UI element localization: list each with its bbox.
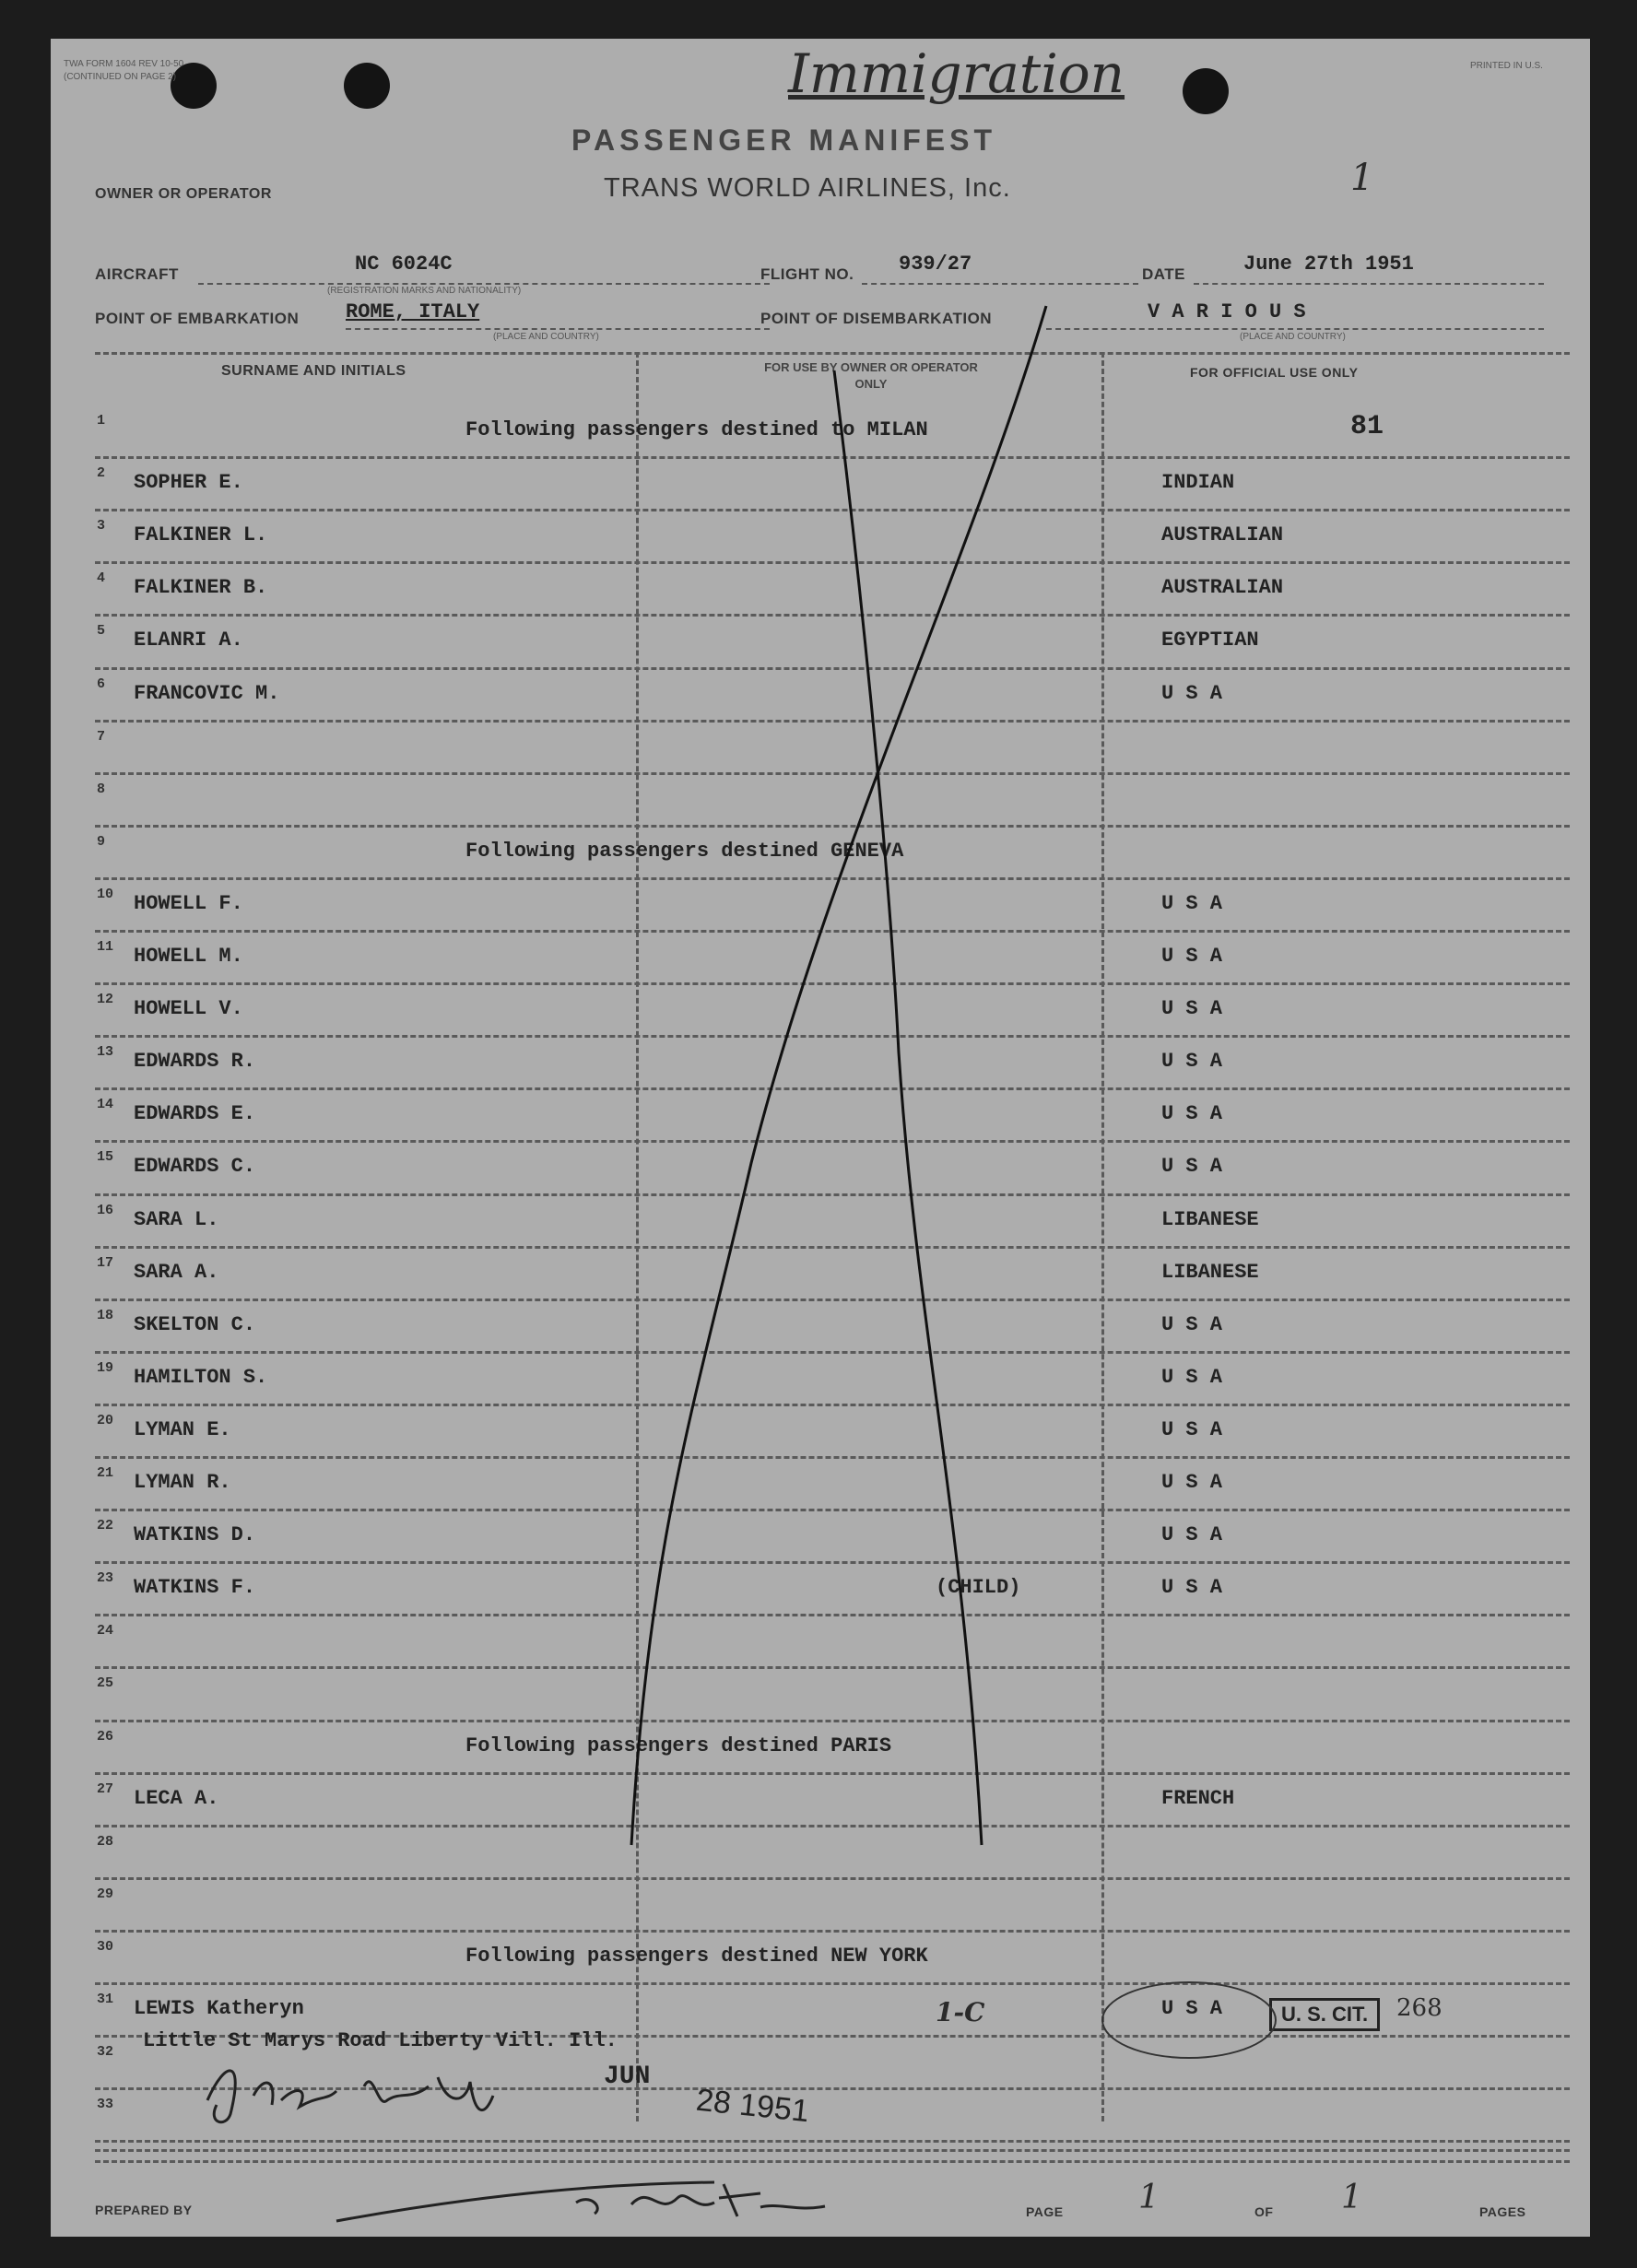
row-number: 10	[97, 886, 114, 902]
row-number: 32	[97, 2044, 114, 2061]
nationality: U S A	[1161, 1050, 1223, 1074]
passenger-name: SARA L.	[134, 1207, 219, 1231]
citizenship-stamp-number: 268	[1396, 1994, 1443, 2022]
row-number: 11	[97, 939, 114, 955]
passenger-name: WATKINS F.	[134, 1576, 256, 1600]
destination-heading: Following passengers destined PARIS	[465, 1733, 892, 1757]
row-number: 4	[97, 570, 106, 587]
disembarkation-value: V A R I O U S	[1148, 300, 1306, 323]
row-number: 24	[97, 1623, 114, 1639]
disembarkation-label: POINT OF DISEMBARKATION	[760, 310, 993, 327]
form-continued: (CONTINUED ON PAGE 2)	[64, 72, 177, 82]
passenger-name: HOWELL M.	[134, 945, 243, 968]
passenger-name: LEWIS Katheryn	[134, 1997, 304, 2020]
row-number: 29	[97, 1886, 114, 1902]
passenger-name: HAMILTON S.	[134, 1365, 268, 1389]
manifest-title: PASSENGER MANIFEST	[571, 123, 996, 157]
of-label: OF	[1254, 2204, 1274, 2219]
nationality: U S A	[1161, 1523, 1223, 1547]
owner-label: OWNER OR OPERATOR	[95, 186, 272, 202]
row-number: 26	[97, 1728, 114, 1745]
passenger-name: LYMAN R.	[134, 1471, 231, 1494]
row31-address: Little St Marys Road Liberty Vill. Ill.	[143, 2029, 618, 2052]
aircraft-caption: (REGISTRATION MARKS AND NATIONALITY)	[327, 286, 522, 296]
row-number: 19	[97, 1359, 114, 1376]
passenger-name: FRANCOVIC M.	[134, 681, 280, 705]
column-header-official-use: FOR OFFICIAL USE ONLY	[1190, 365, 1359, 380]
row-number: 21	[97, 1465, 114, 1481]
destination-heading: Following passengers destined GENEVA	[465, 839, 904, 863]
row-number: 8	[97, 781, 106, 797]
date-label: DATE	[1142, 265, 1186, 283]
column-header-name: SURNAME AND INITIALS	[221, 363, 406, 379]
manifest-sheet	[51, 39, 1590, 2237]
nationality: U S A	[1161, 1997, 1223, 2020]
passenger-name: LECA A.	[134, 1786, 219, 1810]
aircraft-value: NC 6024C	[355, 253, 453, 276]
date-value: June 27th 1951	[1243, 253, 1414, 276]
stamp-month: JUN	[604, 2062, 651, 2091]
nationality: U S A	[1161, 1417, 1223, 1441]
nationality: FRENCH	[1161, 1786, 1235, 1810]
nationality: U S A	[1161, 1365, 1223, 1389]
row-number: 13	[97, 1044, 114, 1061]
passenger-name: FALKINER B.	[134, 576, 268, 600]
handwritten-page-mark: 1	[1350, 157, 1374, 199]
nationality: U S A	[1161, 997, 1223, 1021]
nationality: U S A	[1161, 945, 1223, 968]
row-number: 3	[97, 518, 106, 535]
row-number: 18	[97, 1307, 114, 1323]
row-number: 5	[97, 623, 106, 640]
passenger-name: HOWELL V.	[134, 997, 243, 1021]
nationality: 81	[1350, 411, 1384, 442]
stamp-day-year: 28 1951	[694, 2082, 811, 2130]
page-label: PAGE	[1026, 2204, 1064, 2219]
page-value: 1	[1138, 2179, 1160, 2216]
nationality: AUSTRALIAN	[1161, 576, 1284, 600]
destination-heading: Following passengers destined NEW YORK	[465, 1944, 928, 1968]
disembarkation-caption: (PLACE AND COUNTRY)	[1240, 332, 1346, 342]
nationality: U S A	[1161, 1102, 1223, 1126]
citizenship-stamp-label: U. S. CIT.	[1281, 2003, 1369, 2026]
row-number: 16	[97, 1202, 114, 1218]
column-header-owner-use: FOR USE BY OWNER OR OPERATOR ONLY	[764, 360, 978, 391]
aircraft-label: AIRCRAFT	[95, 265, 179, 283]
nationality: U S A	[1161, 1312, 1223, 1336]
destination-heading: Following passengers destined to MILAN	[465, 418, 928, 441]
nationality: U S A	[1161, 1576, 1223, 1600]
passenger-name: SARA A.	[134, 1260, 219, 1284]
row-number: 2	[97, 465, 106, 482]
passenger-name: SKELTON C.	[134, 1312, 256, 1336]
row-number: 17	[97, 1254, 114, 1271]
passenger-name: EDWARDS C.	[134, 1155, 256, 1179]
row-number: 23	[97, 1570, 114, 1587]
pages-value: 1	[1341, 2179, 1362, 2216]
pen-strike-marks	[51, 39, 1590, 2237]
operator-note: (CHILD)	[936, 1576, 1021, 1600]
nationality: U S A	[1161, 681, 1223, 705]
passenger-name: LYMAN E.	[134, 1417, 231, 1441]
passenger-name: HOWELL F.	[134, 891, 243, 915]
nationality: U S A	[1161, 1471, 1223, 1494]
passenger-name: WATKINS D.	[134, 1523, 256, 1547]
nationality: EGYPTIAN	[1161, 629, 1259, 652]
nationality: LIBANESE	[1161, 1207, 1259, 1231]
nationality: INDIAN	[1161, 471, 1235, 495]
passenger-name: EDWARDS R.	[134, 1050, 256, 1074]
row-number: 14	[97, 1097, 114, 1113]
row-number: 28	[97, 1833, 114, 1850]
passenger-name: ELANRI A.	[134, 629, 243, 652]
printed-in: PRINTED IN U.S.	[1470, 61, 1543, 71]
prepared-by-label: PREPARED BY	[95, 2203, 193, 2217]
row-number: 9	[97, 833, 106, 850]
passenger-name: SOPHER E.	[134, 471, 243, 495]
nationality: U S A	[1161, 1155, 1223, 1179]
operator-name: TRANS WORLD AIRLINES, Inc.	[604, 173, 1011, 203]
row-number: 7	[97, 728, 106, 745]
row-number: 12	[97, 992, 114, 1008]
row-number: 15	[97, 1149, 114, 1166]
passenger-name: FALKINER L.	[134, 523, 268, 547]
row-number: 33	[97, 2097, 114, 2113]
passenger-name: EDWARDS E.	[134, 1102, 256, 1126]
row-number: 22	[97, 1518, 114, 1534]
handwritten-immigration: Immigration	[788, 42, 1125, 105]
row-number: 27	[97, 1780, 114, 1797]
nationality: AUSTRALIAN	[1161, 523, 1284, 547]
row-number: 20	[97, 1412, 114, 1428]
embarkation-caption: (PLACE AND COUNTRY)	[493, 332, 599, 342]
nationality: LIBANESE	[1161, 1260, 1259, 1284]
operator-note: 1-C	[936, 1997, 985, 2027]
flight-label: FLIGHT NO.	[760, 265, 854, 283]
embarkation-label: POINT OF EMBARKATION	[95, 310, 300, 327]
row-number: 31	[97, 1992, 114, 2007]
row-number: 25	[97, 1675, 114, 1692]
row-number: 30	[97, 1938, 114, 1955]
row-number: 6	[97, 676, 106, 692]
pages-label: PAGES	[1479, 2204, 1526, 2219]
row-number: 1	[97, 413, 106, 429]
nationality: U S A	[1161, 891, 1223, 915]
form-number: TWA FORM 1604 REV 10-50	[64, 59, 184, 69]
flight-value: 939/27	[899, 253, 972, 276]
embarkation-value: ROME, ITALY	[346, 300, 480, 323]
